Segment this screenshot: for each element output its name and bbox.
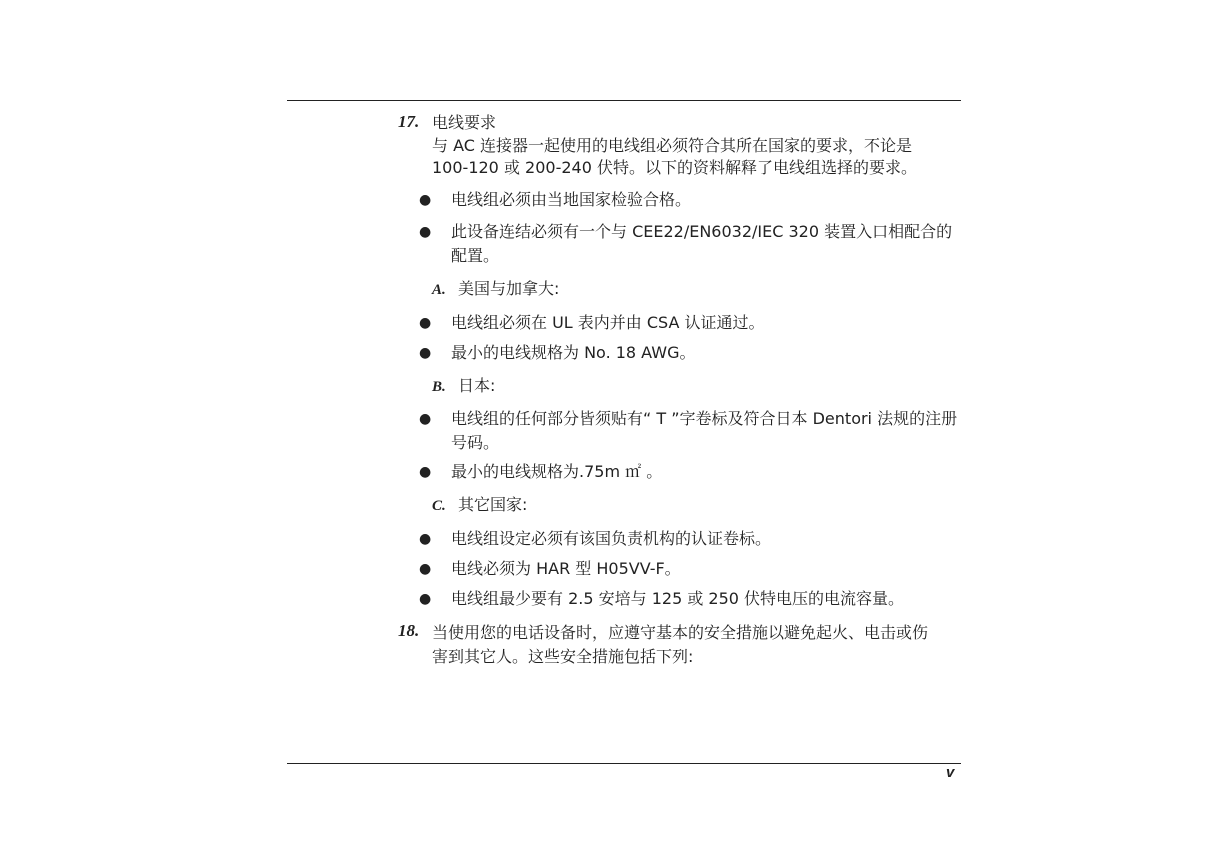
bullet-icon: ●	[419, 561, 432, 577]
item-18	[398, 621, 958, 669]
page-content	[398, 112, 958, 669]
bullet-text: 电线组必须在 UL 表内并由 CSA 认证通过。	[451, 313, 765, 332]
item-title: 电线要求	[432, 113, 497, 132]
list-item	[398, 341, 958, 365]
section-c	[432, 493, 958, 517]
bullet-text: 电线组设定必须有该国负责机构的认证卷标。	[451, 529, 772, 548]
bullet-icon: ●	[419, 531, 432, 547]
bullet-icon: ●	[419, 345, 432, 361]
section-letter: A.	[432, 282, 446, 298]
list-item	[398, 460, 958, 484]
bullet-text: 电线组必须由当地国家检验合格。	[451, 190, 692, 209]
list-item	[398, 557, 958, 581]
bullet-text: 最小的电线规格为.75m ㎡ 。	[451, 462, 663, 481]
section-letter: B.	[432, 379, 446, 395]
list-item	[398, 311, 958, 335]
bullet-text: 此设备连结必须有一个与 CEE22/EN6032/IEC 320 装置入口相配合的配置。	[451, 222, 953, 265]
bullet-icon: ●	[419, 591, 432, 607]
item-paragraph: 当使用您的电话设备时，应遵守基本的安全措施以避免起火、电击或伤害到其它人。这些安全措施包括下列:	[432, 623, 929, 666]
list-item	[398, 587, 958, 611]
item-number: 17.	[398, 112, 420, 131]
section-a-bullets	[398, 311, 958, 365]
bullet-icon: ●	[419, 411, 432, 427]
bullet-text: 最小的电线规格为 No. 18 AWG。	[451, 343, 696, 362]
section-title: 日本:	[458, 376, 496, 395]
bullet-text: 电线必须为 HAR 型 H05VV-F。	[451, 559, 681, 578]
section-c-bullets	[398, 527, 958, 611]
section-a	[432, 277, 958, 301]
bullet-icon: ●	[419, 192, 432, 208]
header-rule	[287, 100, 961, 101]
bullet-icon: ●	[419, 464, 432, 480]
section-title: 美国与加拿大:	[458, 279, 560, 298]
section-letter: C.	[432, 498, 446, 514]
page-number: v	[946, 764, 955, 781]
section-b	[432, 374, 958, 398]
list-item	[398, 527, 958, 551]
footer-rule	[287, 763, 961, 764]
list-item	[398, 188, 958, 212]
item-paragraph: 与 AC 连接器一起使用的电线组必须符合其所在国家的要求，不论是 100-120 或 200-240 伏特。以下的资料解释了电线组选择的要求。	[432, 136, 917, 177]
list-item	[398, 220, 958, 268]
bullet-icon: ●	[419, 315, 432, 331]
bullet-text: 电线组最少要有 2.5 安培与 125 或 250 伏特电压的电流容量。	[451, 589, 905, 608]
general-bullet-list	[398, 188, 958, 268]
item-17	[398, 112, 958, 179]
bullet-text: 电线组的任何部分皆须贴有“ T ”字卷标及符合日本 Dentori 法规的注册号码。	[451, 409, 958, 452]
list-item	[398, 407, 958, 455]
section-b-bullets	[398, 407, 958, 484]
bullet-icon: ●	[419, 224, 432, 240]
section-title: 其它国家:	[458, 495, 528, 514]
item-number: 18.	[398, 621, 420, 640]
